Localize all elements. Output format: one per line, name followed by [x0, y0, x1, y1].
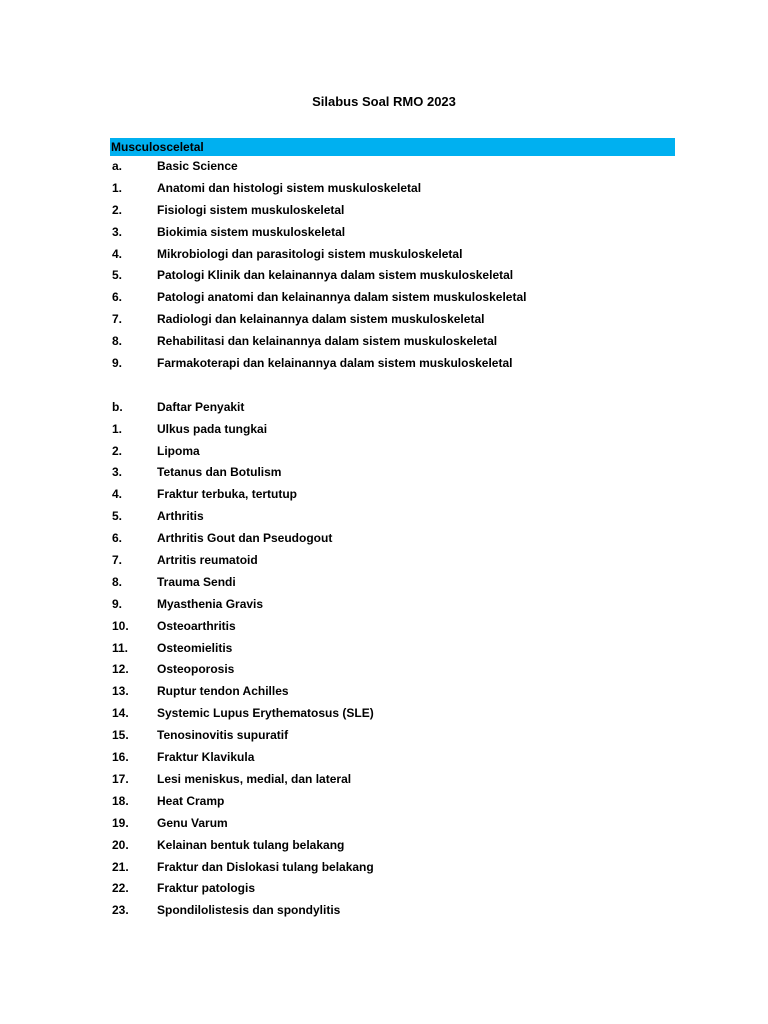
list-item-text: Myasthenia Gravis	[157, 596, 264, 611]
list-heading-daftar-penyakit	[112, 398, 712, 420]
list-item	[112, 858, 712, 880]
list-item-text: Rehabilitasi dan kelainannya dalam sistem muskuloskeletal	[157, 334, 498, 349]
list-item-text: Radiologi dan kelainannya dalam sistem muskuloskeletal	[157, 312, 485, 327]
list-item-text: Systemic Lupus Erythematosus (SLE)	[157, 706, 374, 721]
list-item	[112, 901, 712, 923]
list-item	[112, 332, 712, 354]
list-item	[112, 573, 712, 595]
list-item-number: 7.	[112, 553, 123, 568]
list-item-text: Spondilolistesis dan spondylitis	[157, 903, 341, 918]
section-header: Musculosceletal	[110, 138, 675, 156]
spacer	[112, 376, 712, 398]
list-item-number: 8.	[112, 334, 123, 349]
list-item-number: 20.	[112, 837, 129, 852]
list-item	[112, 179, 712, 201]
list-item-text: Kelainan bentuk tulang belakang	[157, 837, 345, 852]
list-item-text: Patologi Klinik dan kelainannya dalam sistem muskuloskeletal	[157, 268, 514, 283]
list-item	[112, 551, 712, 573]
list-item	[112, 682, 712, 704]
list-item-number: 9.	[112, 356, 123, 371]
list-heading-basic-science	[112, 157, 712, 179]
list-item-number: 3.	[112, 224, 123, 239]
list-item	[112, 507, 712, 529]
list-item-text: Patologi anatomi dan kelainannya dalam sistem muskuloskeletal	[157, 290, 527, 305]
list-item	[112, 201, 712, 223]
list-heading-text: Basic Science	[157, 159, 238, 173]
list-item-text: Arthritis	[157, 509, 204, 524]
list-item-text: Genu Varum	[157, 815, 228, 830]
document-title: Silabus Soal RMO 2023	[312, 94, 456, 109]
list-item-number: 18.	[112, 793, 129, 808]
list-item	[112, 814, 712, 836]
list-item	[112, 288, 712, 310]
list-item-text: Osteoarthritis	[157, 618, 236, 633]
list-item	[112, 442, 712, 464]
list-item-text: Osteoporosis	[157, 662, 235, 677]
list-item-text: Fisiologi sistem muskuloskeletal	[157, 202, 345, 217]
list-item	[112, 617, 712, 639]
list-item-text: Mikrobiologi dan parasitologi sistem muskuloskeletal	[157, 246, 463, 261]
list-item-text: Farmakoterapi dan kelainannya dalam sistem muskuloskeletal	[157, 356, 513, 371]
list-item-number: 23.	[112, 903, 129, 918]
list-item-number: 10.	[112, 618, 129, 633]
list-item-number: 13.	[112, 684, 129, 699]
list-item-text: Biokimia sistem muskuloskeletal	[157, 224, 346, 239]
list-item-number: 4.	[112, 246, 123, 261]
list-item-text: Lesi meniskus, medial, dan lateral	[157, 771, 352, 786]
list-item	[112, 595, 712, 617]
list-item	[112, 704, 712, 726]
list-item	[112, 879, 712, 901]
list-heading-text: Daftar Penyakit	[157, 399, 245, 414]
list-item-text: Fraktur terbuka, tertutup	[157, 487, 298, 502]
list-item-text: Lipoma	[157, 443, 200, 458]
list-item	[112, 836, 712, 858]
list-item	[112, 770, 712, 792]
list-item-text: Arthritis Gout dan Pseudogout	[157, 531, 333, 546]
list-item	[112, 485, 712, 507]
list-item-text: Tetanus dan Botulism	[157, 465, 282, 480]
list-item	[112, 726, 712, 748]
list-item-number: 1.	[112, 180, 123, 195]
list-item-number: 6.	[112, 531, 123, 546]
list-item-number: 3.	[112, 465, 123, 480]
list-item-number: 5.	[112, 509, 123, 524]
list-item-text: Osteomielitis	[157, 640, 233, 655]
list-item-text: Fraktur Klavikula	[157, 750, 255, 765]
list-item	[112, 266, 712, 288]
list-item	[112, 245, 712, 267]
list-item-number: 22.	[112, 881, 129, 896]
list-item-number: 12.	[112, 662, 129, 677]
list-item	[112, 354, 712, 376]
list-item-text: Anatomi dan histologi sistem muskuloskeletal	[157, 180, 422, 195]
list-item-number: 8.	[112, 574, 123, 589]
list-item	[112, 639, 712, 661]
list-item-number: 7.	[112, 312, 123, 327]
list-item-number: 19.	[112, 815, 129, 830]
list-item-number: 14.	[112, 706, 129, 721]
list-item-number: 11.	[112, 640, 129, 655]
list-item-number: 4.	[112, 487, 123, 502]
list-item-number: 15.	[112, 728, 129, 743]
list-item-text: Ulkus pada tungkai	[157, 421, 268, 436]
list-item-text: Fraktur patologis	[157, 881, 256, 896]
list-marker: a.	[112, 159, 123, 173]
list-item-number: 1.	[112, 421, 123, 436]
list-item-number: 17.	[112, 771, 129, 786]
list-item	[112, 660, 712, 682]
list-item-text: Ruptur tendon Achilles	[157, 684, 289, 699]
list-item-text: Artritis reumatoid	[157, 553, 258, 568]
list-item-number: 16.	[112, 750, 129, 765]
list-item-number: 2.	[112, 443, 123, 458]
list-item-text: Tenosinovitis supuratif	[157, 728, 289, 743]
list-item	[112, 310, 712, 332]
list-item-number: 21.	[112, 859, 129, 874]
list-item	[112, 792, 712, 814]
list-marker: b.	[112, 399, 123, 414]
syllabus-list	[112, 157, 712, 923]
list-item-number: 9.	[112, 596, 123, 611]
list-item-text: Heat Cramp	[157, 793, 225, 808]
list-item	[112, 223, 712, 245]
list-item	[112, 529, 712, 551]
list-item	[112, 463, 712, 485]
list-item-number: 6.	[112, 290, 123, 305]
list-item	[112, 420, 712, 442]
list-item-text: Trauma Sendi	[157, 574, 236, 589]
list-item	[112, 748, 712, 770]
list-item-number: 2.	[112, 202, 123, 217]
list-item-number: 5.	[112, 268, 123, 283]
list-item-text: Fraktur dan Dislokasi tulang belakang	[157, 859, 374, 874]
